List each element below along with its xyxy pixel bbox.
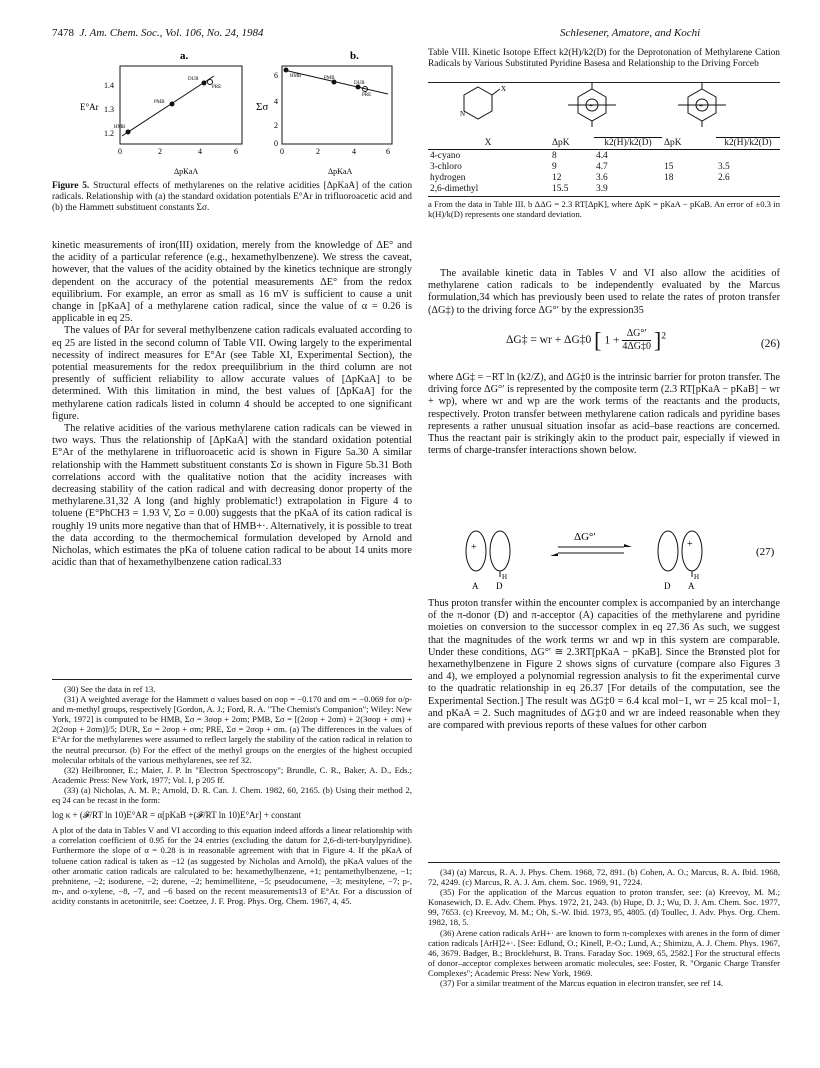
left-footnotes bbox=[52, 679, 412, 906]
body-paragraph: The values of PAr for several methylbenzene cation radicals evaluated according to eq 25 are listed in the second column of Table VII. Owing largely to the experimental necessity of indirect measures for E°Ar (see Table XI, Experimental Section), the potential measurements for the redox preequilibrium in the third column are not presently of sufficient reliability to allow accurate values of [ΔpKaA] to be determined. With this limitation in mind, the best values of [ΔpKaA] for the methylarene cation radicals listed in column 4 should be accepted to one significant figure. bbox=[52, 325, 412, 422]
panel-a-label: a. bbox=[180, 50, 189, 62]
panel-a-point-pmb bbox=[170, 102, 175, 107]
equation-lhs: ΔG‡ = wr + ΔG‡0 bbox=[506, 334, 592, 347]
reactant-complex bbox=[466, 531, 510, 581]
scheme-27 bbox=[428, 523, 780, 593]
table-8 bbox=[428, 82, 780, 219]
footnote: (35) For the application of the Marcus equation to proton transfer, see: (a) Kreevoy, M. M.; Konasewich, D. E. Adv. Chem. Phys. 1972, 21, 243. (b) Hupe, D. J.; Wu, D. J. Am. Chem. Soc. 1977, 99, 7653. (c) Kreevoy, M. M.; Oh, S.-W. Ibid. 1973, 95, 4805. (d) Toullec, J. Adv. Phys. Org. Chem. 1982, 18, 5. bbox=[428, 887, 780, 928]
right-body-top bbox=[428, 268, 780, 317]
svg-text:+: + bbox=[589, 102, 593, 110]
panel-b-yticks bbox=[274, 71, 278, 148]
scheme-label: A bbox=[472, 581, 479, 589]
svg-text:+: + bbox=[699, 102, 703, 110]
table-row: 2,6-dimethyl 15.5 3.9 bbox=[430, 184, 608, 195]
panel-b-ylabel: Σσ bbox=[256, 101, 269, 113]
left-column-body bbox=[52, 240, 412, 569]
panel-a-ytick: 1.3 bbox=[104, 105, 114, 114]
panel-a-xlabel: ΔpKaA bbox=[174, 167, 199, 176]
panel-b-ytick: 0 bbox=[274, 139, 278, 148]
panel-b-xtick: 0 bbox=[280, 147, 284, 156]
table-header: ΔpK bbox=[552, 137, 570, 148]
running-header-left bbox=[52, 27, 264, 39]
svg-text:H: H bbox=[502, 573, 508, 581]
panel-b-ytick: 4 bbox=[274, 97, 278, 106]
footnote: (36) Arene cation radicals ArH+· are known to form π-complexes with arenes in the form of dimer cation radicals [ArH]2+·. [See: Edlund, O.; Kinell, P.-O.; Lund, A.; Shimizu, A. J. Chem. Phys. 1967, 46, 3679. Badger, B.; Brocklehurst, B. Trans. Faraday Soc. 1969, 65, 2582.] For the structural effects of donor–acceptor complexes between aromatic molecules, see: Foster, R. "Organic Charge Transfer Complexes"; Academic Press: New York, 1969. bbox=[428, 927, 780, 978]
panel-b-xtick: 6 bbox=[386, 147, 390, 156]
svg-text:N: N bbox=[460, 110, 466, 118]
panel-b-xlabel: ΔpKaA bbox=[328, 167, 353, 176]
table-footnote: a From the data in Table III. b ΔΔG = 2.3 RT[ΔpK], where ΔpK = pKaA − pKaB. An error of ±0.3 in k(H)/k(D) represents one standard deviation. bbox=[428, 199, 780, 220]
panel-a-point-dur bbox=[202, 81, 207, 86]
footnote-equation: log κ + (𝓕/RT ln 10)E°AR = α[pKaB +(𝓕/RT ln 10)E°Ar] + constant bbox=[52, 810, 302, 821]
figure-caption-label: Figure 5. bbox=[52, 181, 90, 191]
figure-5-plots bbox=[62, 48, 402, 178]
right-body-bottom bbox=[428, 598, 780, 732]
body-paragraph: where ΔG‡ = −RT ln (k2/Z), and ΔG‡0 is the intrinsic barrier for proton transfer. The driving force ΔG°′ is represented by the composite term (2.3 RT[pKaA − pKaB] − wr + wp), where wr and wp are the work terms of the reactants and the products, respectively. Proton transfer between methylarene cation radicals and pyridine bases represents a rather unusual situation insofar as acid–base reactions are concerned. Thus the reactant pair is strikingly akin to the product pair, especially if viewed in terms of charge-transfer interactions shown below. bbox=[428, 372, 780, 457]
pyridine-x-structure bbox=[460, 85, 506, 119]
table-header: ΔpK bbox=[664, 137, 682, 148]
panel-b-point-label: PRE bbox=[362, 93, 372, 98]
running-header-authors: Schlesener, Amatore, and Kochi bbox=[560, 27, 701, 39]
journal-citation: J. Am. Chem. Soc., Vol. 106, No. 24, 1984 bbox=[79, 27, 264, 39]
panel-b-ytick: 6 bbox=[274, 71, 278, 80]
kie-table bbox=[428, 137, 780, 195]
product-complex bbox=[658, 531, 702, 581]
table-header: k2(H)/k2(D) bbox=[716, 138, 780, 150]
page-number: 7478 bbox=[52, 27, 74, 39]
methylarene-cation-structure-2 bbox=[678, 83, 726, 127]
panel-b-ytick: 2 bbox=[274, 121, 278, 130]
figure-5-caption bbox=[52, 181, 412, 214]
svg-text:+: + bbox=[471, 542, 477, 553]
scheme-label: D bbox=[496, 581, 503, 589]
panel-a-xtick: 2 bbox=[158, 147, 162, 156]
right-body-middle bbox=[428, 372, 780, 457]
panel-a-xticks bbox=[118, 147, 238, 156]
panel-a-point-hmb bbox=[126, 130, 131, 135]
table-row: 3-chloro 9 4.7 15 3.5 bbox=[430, 162, 730, 173]
equation-26: ΔG‡ = wr + ΔG‡0 [ 1 + $\frac{\Delta G^\circ'}{4\Delta G\ddagger 0}$ ]$^2$ (26) bbox=[506, 327, 780, 353]
panel-a-point-pre bbox=[208, 80, 213, 85]
pyridine-structures bbox=[428, 83, 780, 133]
footnote: (32) Heilbronner, E.; Maier, J. P. In "Electron Spectroscopy"; Brundle, C. R., Baker, A. D., Eds.; Academic Press: New York, 1977; Vol. I, p 205 ff. bbox=[52, 764, 412, 785]
panel-b-point-label: DUR bbox=[354, 81, 365, 86]
panel-b-label: b. bbox=[350, 50, 359, 62]
figure-5 bbox=[62, 48, 402, 178]
footnote: (33) (a) Nicholas, A. M. P.; Arnold, D. R. Can. J. Chem. 1982, 60, 2165. (b) Using their method 2, eq 24 can be recast in the form: bbox=[52, 784, 412, 806]
footnote: (34) (a) Marcus, R. A. J. Phys. Chem. 1968, 72, 891. (b) Cohen, A. O.; Marcus, R. A. Ibid. 1968, 72, 4249. (c) Marcus, R. A. J. Am. chem. Soc. 1969, 91, 7224. bbox=[428, 867, 780, 888]
right-footnotes bbox=[428, 862, 780, 988]
scheme-arrow-label: ΔG°′ bbox=[574, 531, 596, 543]
panel-a-ytick: 1.2 bbox=[104, 129, 114, 138]
table-8-title: Table VIII. Kinetic Isotope Effect k2(H)/k2(D) for the Deprotonation of Methylarene Cation Radicals by Various Substituted Pyridine Basesa and Relationship to the Driving Forceb bbox=[428, 48, 780, 69]
panel-b-point-label: PMB bbox=[324, 76, 335, 81]
scheme-label: A bbox=[688, 581, 695, 589]
methylarene-cation-structure-1 bbox=[568, 83, 616, 127]
panel-a-ylabel: E°Ar bbox=[80, 102, 99, 112]
panel-a-ytick: 1.4 bbox=[104, 81, 114, 90]
panel-b-xtick: 2 bbox=[316, 147, 320, 156]
svg-text:+: + bbox=[687, 539, 693, 550]
footnote: (30) See the data in ref 13. bbox=[64, 684, 156, 694]
scheme-label: D bbox=[664, 581, 671, 589]
table-row: 4-cyano 8 4.4 bbox=[430, 151, 608, 162]
panel-a-xtick: 6 bbox=[234, 147, 238, 156]
footnote: A plot of the data in Tables V and VI according to this equation indeed affords a linear relationship with a correlation coefficient of 0.95 for the 24 entries (excluding the datum for 2,6-di-tert-butylpyridine). Furthermore the slope of α = 0.28 is in reasonable agreement with that in Figure 4. If the pKaA of toluene cation radical is taken as −12 (as suggested by Nicholas and Arnold), the pKaA values of the other aromatic cation radicals are calculated to be: hexamethylbenzene, +1; pentamethylbenzene, −1; prehnitene, −2; isodurene, −2; durene, −2; hemimellitene, −5; pseudocumene, −3; mesitylene, −7; p-, m-, and o-xylene, −8, −7, and −6 based on the recent measurements13 of E°Ar. For a discussion of acidity constants in acetonitrile, see: Coetzee, J. F. Prog. Phys. Org. Chem. 1967, 4, 45. bbox=[52, 825, 412, 906]
table-header: X bbox=[484, 137, 492, 148]
panel-a-fit-line bbox=[122, 76, 214, 136]
body-paragraph: Thus proton transfer within the encounter complex is accompanied by an interchange of the π-donor (D) and π-acceptor (A) capacities of the methylarene and pyridine moieties on conversion to the successor complex in eq 27.36 As such, we suggest that the magnitudes of the work terms wr and wp in this system are comparable. Under these conditions, ΔG°′ ≅ 2.3RT[pKaA − pKaB]. Since the Brønsted plot for hexamethylbenzene in Figure 2 shows signs of curvature (compare also Figures 3 and 4), we employed a polynomial regression analysis to fit the experimental curve to the quadratic relationship in eq 26.37 [For details of the computation, see the Experimental Section.] The result was ΔG‡0 = 6.4 kcal mol−1, wr = 25 kcal mol−1, and pKaA = 2. Such magnitudes of ΔG‡0 and wr are indeed reasonable when they are compared with previous reports of these values for other carbon bbox=[428, 598, 780, 732]
table-row: hydrogen 12 3.6 18 2.6 bbox=[430, 173, 730, 184]
equation-number: (26) bbox=[760, 338, 780, 350]
panel-a-point-label: PRE bbox=[212, 85, 222, 90]
body-paragraph: The available kinetic data in Tables V and VI also allow the acidities of methylarene cation radicals to be independently evaluated by the Marcus formulation,34 which has previously been used to relate the rates of proton transfer (ΔG‡) to the driving force ΔG°′ by the expression35 bbox=[428, 268, 780, 316]
scheme-equation-number: (27) bbox=[756, 546, 775, 558]
panel-b-xticks bbox=[280, 147, 390, 156]
svg-text:H: H bbox=[694, 573, 700, 581]
charge-transfer-scheme bbox=[428, 523, 780, 589]
figure-caption-text: Structural effects of methylarenes on the relative acidities [ΔpKaA] of the cation radicals. Relationship with (a) the standard oxidation potentials E°Ar in trifluoroacetic acid and (b) the Hammett substituent constants Σσ. bbox=[52, 181, 413, 213]
table-header: k2(H)/k2(D) bbox=[594, 138, 662, 150]
footnote: (31) A weighted average for the Hammett σ values based on σop = −0.170 and σm = −0.069 for o/p- and m-methyl groups, respectively [Gordon, A. J.; Ford, R. A. "The Chemist's Companion"; Wiley: New York, 1972] is computed to be HMB, Σσ = 3σop + 2σm; PMB, Σσ = [(2σop + 2σm) + 2(3σop + σm) + 2(2σop + 2σm)]/5; DUR, Σσ = 2σop + σm; PRE, Σσ = 2σop + σm. (a) The differences in the values of E°Ar for the methylarenes were assumed to reflect largely the stability of the cation radical in relation to the neutral precursor. (b) For the effect of the methyl groups on the energies of the highest occupied molecular orbitals of the various methylarenes, see ref 32. bbox=[52, 694, 412, 765]
body-paragraph: kinetic measurements of iron(III) oxidation, merely from the knowledge of ΔE° and the acidity of a particular reference (e.g., hexamethylbenzene). We stress the caveat, however, that the values of the acidity obtained by the kinetics technique are strongly dependent on the accuracy of the potential measurements ΔE° from the redox equilibrium. For example, an error as small as 16 mV is sufficient to cause a unit change in [pKaA] of a methylarene cation radical, since the value of α = 0.26 is applicable in eq 25. bbox=[52, 240, 412, 325]
panel-a-xtick: 0 bbox=[118, 147, 122, 156]
panel-b-xtick: 4 bbox=[352, 147, 356, 156]
panel-a-yticks bbox=[104, 81, 114, 138]
svg-text:X: X bbox=[501, 85, 507, 93]
panel-b-point-hmb bbox=[284, 68, 289, 73]
footnote: (37) For a similar treatment of the Marcus equation in electron transfer, see ref 14. bbox=[440, 978, 724, 989]
equation-fraction: $\frac{\Delta G^\circ'}{4\Delta G\ddagger 0}$ bbox=[622, 328, 651, 352]
panel-a-point-label: DUR bbox=[188, 77, 199, 82]
panel-b-point-label: HMB bbox=[290, 74, 302, 79]
panel-a-point-label: HMB bbox=[114, 125, 126, 130]
panel-a-xtick: 4 bbox=[198, 147, 202, 156]
panel-a-point-label: PMB bbox=[154, 100, 165, 105]
body-paragraph: The relative acidities of the various methylarene cation radicals can be viewed in two ways. Thus the relationship of [ΔpKaA] with the standard oxidation potential E°Ar of the methylarene in trifluoroacetic acid is shown in Figure 5a.30 A similar relationship with the Hammett substituent constants Σσ is shown in Figure 5b.31 Both correlations accord with the qualitative notion that the acidity increases with decreasing stability of the cation radical and with decreasing donor property of the methylarene.31,32 A long (and highly problematic!) extrapolation in Figure 4 to toluene (E°PhCH3 = 1.93 V, Σσ = 0.00) suggests that the pKaA of its cation radical is roughly 19 units more negative than that of HMB+·. Alternatively, it is possible to treat the data according to the thermochemical formulation developed by Arnold and Nicholas, which estimates the pKa of toluene cation radical to be about 14 units more acidic than that of hexamethylbenzene cation radical.33 bbox=[52, 423, 412, 569]
